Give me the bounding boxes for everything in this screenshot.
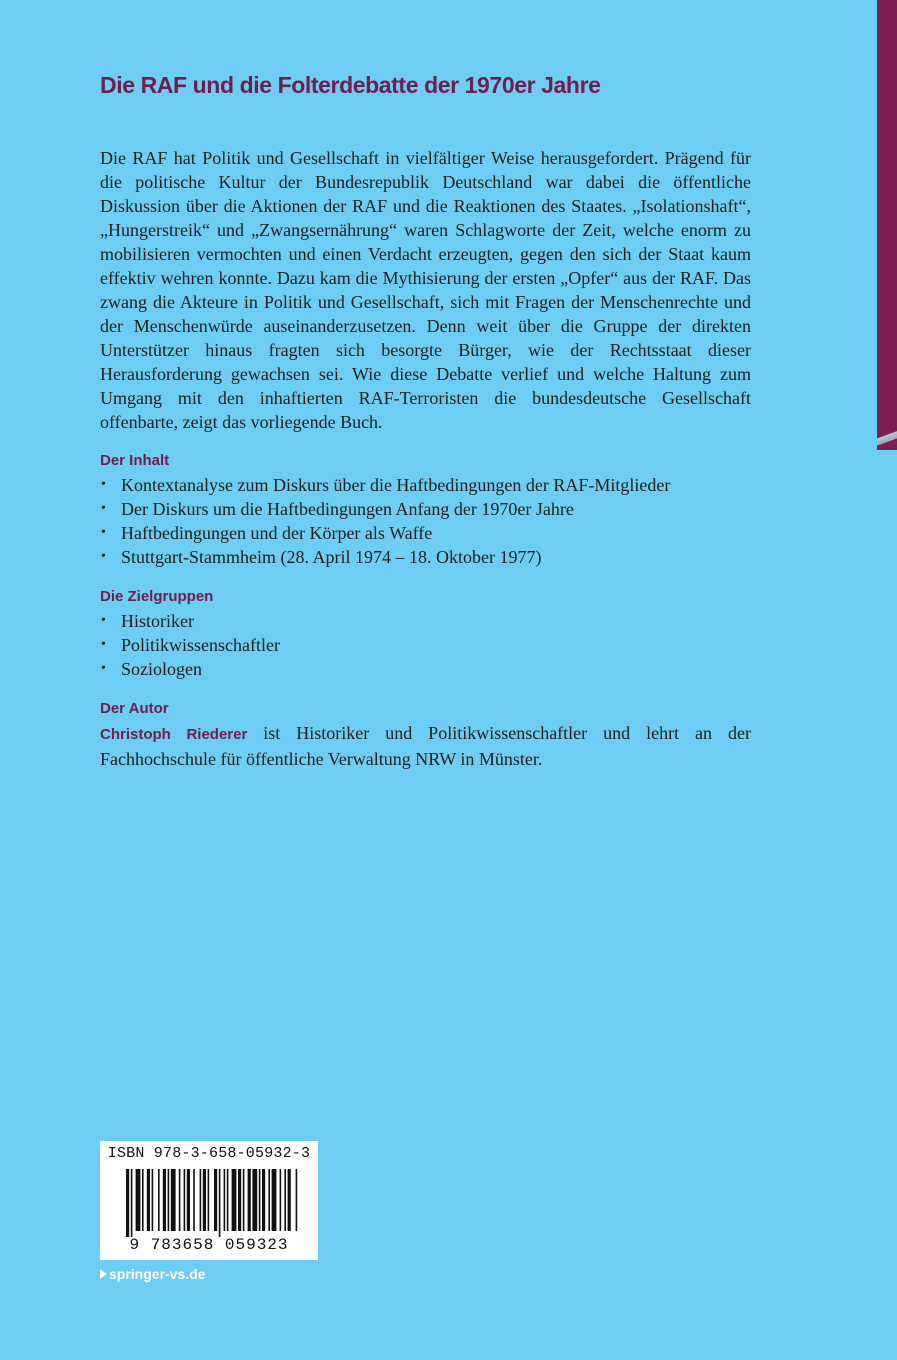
barcode-bar bbox=[208, 1169, 210, 1231]
list-item: • Haftbedingungen und der Körper als Waffe bbox=[100, 521, 751, 545]
author-heading: Der Autor bbox=[100, 700, 169, 717]
barcode-bar bbox=[227, 1169, 229, 1231]
barcode-bar bbox=[152, 1169, 154, 1231]
author-bio: ist Historiker und Politikwissenschaftler und lehrt an der Fachhochschule für öffentliche Verwaltung NRW in Münster. bbox=[100, 723, 751, 769]
book-title: Die RAF und die Folterdebatte der 1970er Jahre bbox=[100, 72, 601, 98]
barcode-digits: 9 783658 059323 bbox=[129, 1236, 289, 1254]
list-item: • Historiker bbox=[100, 609, 751, 633]
barcode-bar bbox=[224, 1169, 226, 1231]
barcode-bar bbox=[268, 1169, 270, 1231]
barcode-bar bbox=[163, 1169, 166, 1231]
isbn-label: ISBN 978-3-658-05932-3 bbox=[107, 1145, 311, 1162]
barcode-bar bbox=[187, 1169, 190, 1231]
list-item: • Kontextanalyse zum Diskurs über die Haftbedingungen der RAF-Mitglieder bbox=[100, 473, 751, 497]
barcode-bar bbox=[248, 1169, 251, 1231]
barcode-bar bbox=[158, 1169, 160, 1231]
contents-list bbox=[100, 473, 751, 569]
publisher-url: springer-vs.de bbox=[109, 1266, 206, 1282]
barcode-bar bbox=[259, 1169, 261, 1231]
barcode-bar bbox=[200, 1169, 202, 1231]
barcode-bars bbox=[100, 1165, 318, 1237]
barcode-bar bbox=[243, 1169, 245, 1231]
barcode-bar bbox=[136, 1169, 141, 1231]
isbn-barcode bbox=[100, 1141, 318, 1260]
list-item: • Politikwissenschaftler bbox=[100, 633, 751, 657]
barcode-bar bbox=[179, 1169, 181, 1231]
barcode-bar bbox=[184, 1169, 186, 1231]
barcode-bar bbox=[203, 1169, 206, 1231]
spine-color-band bbox=[877, 0, 897, 449]
author-bio-paragraph bbox=[100, 721, 751, 771]
list-item: • Soziologen bbox=[100, 657, 751, 681]
barcode-bar bbox=[142, 1169, 144, 1231]
barcode-bar bbox=[168, 1169, 170, 1231]
arrow-right-icon bbox=[100, 1269, 107, 1279]
author-name: Christoph Riederer bbox=[100, 726, 248, 743]
barcode-bar bbox=[238, 1169, 241, 1231]
barcode-bar bbox=[288, 1169, 291, 1231]
barcode-bar bbox=[126, 1169, 129, 1237]
barcode-bar bbox=[272, 1169, 277, 1231]
barcode-bar bbox=[296, 1169, 298, 1231]
barcode-bar bbox=[284, 1169, 286, 1231]
audience-list bbox=[100, 609, 751, 681]
publisher-link[interactable] bbox=[100, 1266, 205, 1282]
contents-section bbox=[100, 449, 751, 569]
barcode-bar bbox=[252, 1169, 257, 1231]
author-section bbox=[100, 697, 751, 771]
contents-heading: Der Inhalt bbox=[100, 452, 170, 469]
list-item: • Der Diskurs um die Haftbedingungen Anfang der 1970er Jahre bbox=[100, 497, 751, 521]
barcode-bar bbox=[214, 1169, 217, 1231]
list-item: • Stuttgart-Stammheim (28. April 1974 – 18. Oktober 1977) bbox=[100, 545, 751, 569]
spine-stripe bbox=[877, 428, 897, 450]
barcode-bar bbox=[232, 1169, 237, 1231]
barcode-bar bbox=[171, 1169, 176, 1231]
barcode-bar bbox=[147, 1169, 150, 1231]
book-description: Die RAF hat Politik und Gesellschaft in vielfältiger Weise herausgefordert. Prägend für die politische Kultur der Bundesrepublik Deutschland war dabei die öffentliche Diskussion über die Aktionen der RAF und die Reaktionen des Staates. „Isolationshaft“, „Hungerstreik“ und „Zwangsernährung“ waren Schlagworte der Zeit, welche enorm zu mobilisieren vermochten und einen Verdacht erzeugten, gegen den sich der Staat kaum effektiv wehren konnte. Dazu kam die Mythisierung der ersten „Opfer“ aus der RAF. Das zwang die Akteure in Politik und Gesellschaft, sich mit Fragen der Menschenrechte und der Menschenwürde auseinanderzusetzen. Denn weit über die Gruppe der direkten Unterstützer hinaus fragten sich besorgte Bürger, wie der Rechtsstaat dieser Herausforderung gewachsen sei. Wie diese Debatte verlief und welche Haltung zum Umgang mit den inhaftierten RAF-Terroristen die bundesdeutsche Gesellschaft offenbarte, zeigt das vorliegende Buch. bbox=[100, 148, 751, 432]
barcode-bar bbox=[131, 1169, 133, 1237]
barcode-bar bbox=[262, 1169, 265, 1231]
audience-heading: Die Zielgruppen bbox=[100, 588, 214, 605]
audience-section bbox=[100, 585, 751, 681]
barcode-bar bbox=[219, 1169, 221, 1237]
barcode-bar bbox=[280, 1169, 282, 1231]
barcode-bar bbox=[193, 1169, 195, 1231]
